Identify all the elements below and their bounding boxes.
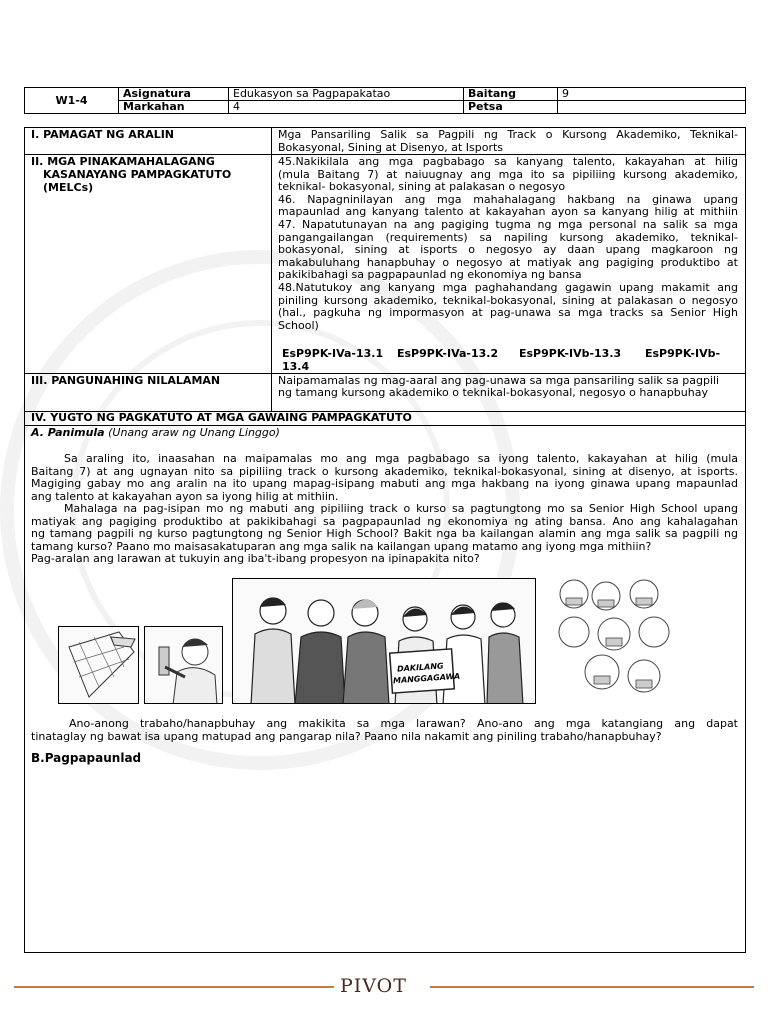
date-label: Petsa: [464, 101, 558, 114]
melc-line: mapaunlad ang kanyang talento at kakayahan ayon sa kanyang hilig at mithiin: [278, 205, 738, 219]
panimula-heading: [31, 427, 280, 440]
paragraph-line: Ano-anong trabaho/hanapbuhay ang makikita sa mga larawan? Ano-ano ang mga katangiang ang dapat: [69, 717, 738, 730]
melc-line: pangangailangan (requirements) sa napiling kursong akademiko, teknikal-: [278, 230, 738, 244]
fishing-net-icon: [59, 627, 139, 704]
paragraph-line: Pag-aralan ang larawan at tukuyin ang iba't-ibang propesyon na ipinapakita nito?: [31, 552, 480, 566]
melc-line: (mula Baitang 7) at naiuugnay ang mga ito sa pipiliing kursong akademiko,: [278, 167, 738, 181]
melc-list: [278, 156, 738, 332]
melc-label-1: II. MGA PINAKAMAHALAGANG: [31, 155, 215, 168]
melc-line: piniling kursong akademiko, teknikal-bokasyonal, sining at palakasan o negosyo: [278, 293, 738, 307]
paragraph-line: Sa araling ito, inaasahan na maipamalas mo ang mga pagbabago sa iyong talento, kakayahan at hilig (mula: [64, 452, 738, 465]
subject-value: Edukasyon sa Pagpapakatao: [229, 88, 464, 101]
panimula-paragraph-1: [31, 453, 738, 503]
title-value-line-1: Mga Pansariling Salik sa Pagpili ng Track o Kursong Akademiko, Teknikal-: [278, 128, 738, 141]
melc-line: 46. Napagninilayan ang mga mahahalagang hakbang na ginawa upang: [278, 192, 738, 206]
paragraph-line: tamang kurso? Paano mo maisasakatuparan ang mga salik na kailangan upang matamo ang iyong mga mithiin?: [31, 539, 652, 553]
paragraph-line: Baitang 7) at ang ugnayan nito sa pipiliing track o kursong akademiko, teknikal-bokasyonal, sining at disenyo, at isports.: [31, 464, 738, 478]
subject-label: Asignatura: [119, 88, 229, 101]
panimula-sublabel: (Unang araw ng Unang Linggo): [108, 426, 280, 439]
questions-paragraph: [31, 718, 738, 743]
sign-text-2: MANGGAGAWA: [392, 671, 461, 686]
paragraph-line: ng tamang pagpili ng kurso pagtungtong ng Senior High School? Bakit nga ba kailangan alamin ang mga salik sa pagpili ng: [31, 527, 738, 541]
health-workers-icon: [544, 572, 684, 706]
paragraph-line: matiyak ang pagiging produktibo at pakikibahagi sa pagpapaunlad ng ekonomiya ng ating bansa. Ano ang kahalagahan: [31, 514, 738, 528]
paragraph-line: Magiging gabay mo ang aralin na ito upang mapag-isipang mabuti ang mga hakbang na iyong ginawa upang mapaunlad: [31, 477, 738, 491]
code-4-suffix: 13.4: [282, 360, 310, 373]
week-cell: W1-4: [25, 88, 119, 114]
grade-label: Baitang: [464, 88, 558, 101]
pagpapaunlad-label: B.Pagpapaunlad: [31, 751, 142, 765]
melc-line: (hal., pagkuha ng impormasyon at pag-unawa sa mga tracks sa Senior High: [278, 306, 738, 320]
title-label: I. PAMAGAT NG ARALIN: [31, 128, 175, 141]
melc-label-2: KASANAYANG PAMPAGKATUTO: [43, 168, 232, 181]
workers-group-icon: [233, 579, 536, 704]
code-1: EsP9PK-IVa-13.1: [282, 347, 384, 360]
workers-illustration: [232, 578, 536, 704]
column-divider: [271, 127, 272, 412]
footer-rule-left: [14, 986, 334, 988]
code-3: EsP9PK-IVb-13.3: [519, 347, 622, 360]
melc-line: pakikibahagi sa pagpapaunlad ng ekonomiya ng bansa: [278, 268, 582, 282]
sign-text-1: DAKILANG: [396, 661, 444, 674]
header-table: [24, 87, 746, 114]
paragraph-line: Mahalaga na pag-isipan mo ng mabuti ang pipiliing track o kurso sa pagtungtong mo sa Senior High School upang: [64, 502, 738, 515]
date-value: [558, 101, 746, 114]
quarter-label: Markahan: [119, 101, 229, 114]
melc-line: 48.Natutukoy ang kanyang mga paghahandang gagawin upang makamit ang: [278, 280, 738, 294]
fisherman-illustration: [58, 626, 139, 704]
melc-line: School): [278, 318, 319, 332]
carpenter-illustration: [144, 626, 223, 704]
quarter-value: 4: [229, 101, 464, 114]
footer-rule-right: [430, 986, 754, 988]
melc-line: makabuluhang hanapbuhay o negosyo at matiyak ang pagiging produktibo at: [278, 255, 738, 269]
paragraph-line: ang talento at kakayahan ayon sa iyong hilig at mithiin.: [31, 489, 339, 503]
paragraph-line: tinataglay ng bawat isa upang matupad ang pangarap nila? Paano nila nakamit ang piniling trabaho/hanapbuhay?: [31, 729, 662, 743]
content-value-line-2: ng tamang kursong akademiko o teknikal-bokasyonal, negosyo o hanapbuhay: [278, 386, 708, 399]
panimula-label: A. Panimula: [31, 426, 105, 439]
stage-label: IV. YUGTO NG PAGKATUTO AT MGA GAWAING PAMPAGKATUTO: [31, 411, 412, 424]
content-value-line-1: Naipamamalas ng mag-aaral ang pag-unawa sa mga pansariling salik sa pagpili: [278, 374, 720, 387]
melc-line: bokasyonal, sining at isports o negosyo ay daan upang magkaroon ng: [278, 243, 738, 257]
melc-line: teknikal- bokasyonal, sining at palakasan o negosyo: [278, 180, 566, 194]
melc-line: 47. Napatutunayan na ang pagiging tugma ng mga personal na salik sa mga: [278, 217, 738, 231]
melc-line: 45.Nakikilala ang mga pagbabago sa kanyang talento, kakayahan at hilig: [278, 155, 738, 168]
frontliners-illustration: [544, 572, 684, 706]
brand-logo: PIVOT: [340, 975, 407, 997]
title-value-line-2: Bokasyonal, Sining at Disenyo, at Isports: [278, 141, 504, 154]
worker-icon: [145, 627, 223, 704]
content-label: III. PANGUNAHING NILALAMAN: [31, 374, 221, 387]
code-2: EsP9PK-IVa-13.2: [397, 347, 499, 360]
code-4: EsP9PK-IVb-: [645, 347, 721, 360]
melc-label-3: (MELCs): [43, 181, 94, 194]
panimula-paragraph-2: [31, 503, 738, 566]
grade-value: 9: [558, 88, 746, 101]
